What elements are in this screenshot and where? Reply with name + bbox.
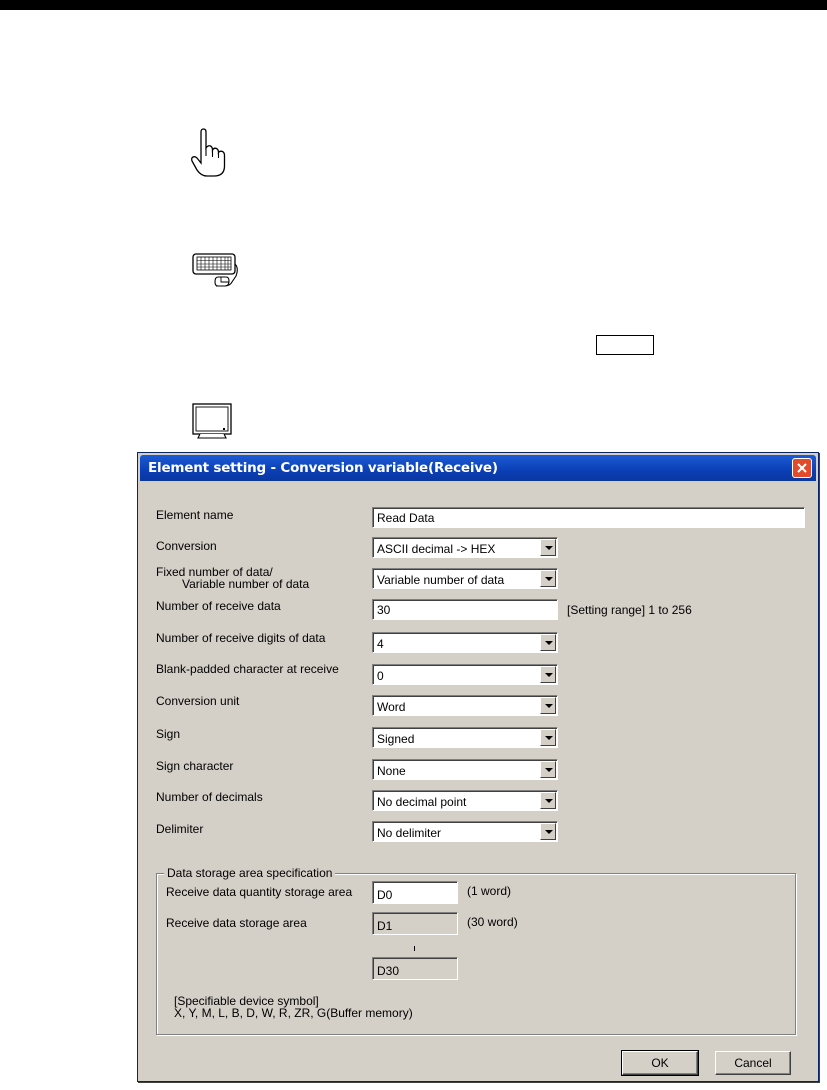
sign-character-value: None: [377, 764, 406, 778]
chevron-down-icon[interactable]: [540, 761, 556, 778]
page-top-bar: [0, 0, 827, 10]
receive-digits-label: Number of receive digits of data: [156, 631, 326, 645]
fixed-variable-label: [156, 566, 309, 590]
conversion-unit-value: Word: [377, 700, 406, 714]
sign-character-select[interactable]: [372, 759, 558, 780]
sign-value: Signed: [377, 732, 415, 746]
conversion-unit-select[interactable]: [372, 695, 558, 716]
dialog-title: Element setting - Conversion variable(Receive): [148, 460, 498, 476]
number-of-decimals-value: No decimal point: [377, 795, 467, 809]
device-symbol-list: X, Y, M, L, B, D, W, R, ZR, G(Buffer memory): [174, 1006, 413, 1020]
key-frame-box: [596, 335, 654, 355]
monitor-icon: [192, 403, 234, 441]
number-of-receive-data-input[interactable]: 30: [372, 599, 558, 620]
cancel-button[interactable]: Cancel: [715, 1051, 791, 1075]
conversion-value: ASCII decimal -> HEX: [377, 542, 496, 556]
sign-label: Sign: [156, 727, 181, 741]
conversion-select[interactable]: [372, 537, 558, 558]
receive-digits-value: 4: [377, 637, 384, 651]
fixed-variable-select[interactable]: [372, 568, 558, 589]
delimiter-label: Delimiter: [156, 822, 204, 836]
data-storage-group-title: Data storage area specification: [164, 866, 335, 880]
data-storage-area-note: (30 word): [467, 915, 518, 929]
conversion-unit-label: Conversion unit: [156, 694, 240, 708]
chevron-down-icon[interactable]: [540, 823, 556, 840]
data-storage-start: D1: [372, 912, 458, 935]
fixed-variable-label-line2: Variable number of data: [182, 577, 310, 591]
element-setting-dialog: [137, 452, 819, 1082]
chevron-down-icon[interactable]: [540, 539, 556, 556]
pointing-hand-icon: [190, 128, 232, 180]
delimiter-select[interactable]: [372, 821, 558, 842]
blank-padded-label: Blank-padded character at receive: [156, 662, 339, 676]
range-tick: [414, 946, 415, 951]
sign-character-label: Sign character: [156, 759, 234, 773]
close-icon: [796, 462, 808, 474]
close-button[interactable]: [792, 458, 812, 478]
blank-padded-select[interactable]: [372, 664, 558, 685]
element-name-input[interactable]: Read Data: [372, 507, 805, 528]
element-name-label: Element name: [156, 508, 234, 522]
quantity-storage-input[interactable]: D0: [372, 881, 458, 904]
delimiter-value: No delimiter: [377, 826, 442, 840]
data-storage-area-label: Receive data storage area: [166, 916, 307, 930]
chevron-down-icon[interactable]: [540, 570, 556, 587]
quantity-storage-note: (1 word): [467, 884, 512, 898]
chevron-down-icon[interactable]: [540, 634, 556, 651]
chevron-down-icon[interactable]: [540, 729, 556, 746]
setting-range-note: [Setting range] 1 to 256: [567, 603, 692, 617]
keyboard-icon: [192, 252, 240, 290]
fixed-variable-label-line1: Fixed number of data/: [156, 565, 273, 579]
number-of-receive-data-label: Number of receive data: [156, 599, 281, 613]
dialog-title-bar[interactable]: [140, 455, 816, 481]
chevron-down-icon[interactable]: [540, 792, 556, 809]
device-symbol-title: [Specifiable device symbol]: [174, 994, 319, 1008]
chevron-down-icon[interactable]: [540, 666, 556, 683]
data-storage-end: D30: [372, 957, 458, 980]
device-symbol-note: [174, 995, 413, 1019]
ok-button[interactable]: OK: [622, 1051, 698, 1075]
receive-digits-select[interactable]: [372, 632, 558, 653]
number-of-decimals-select[interactable]: [372, 790, 558, 811]
quantity-storage-label: Receive data quantity storage area: [166, 885, 353, 899]
sign-select[interactable]: [372, 727, 558, 748]
fixed-variable-value: Variable number of data: [377, 573, 505, 587]
number-of-decimals-label: Number of decimals: [156, 790, 263, 804]
chevron-down-icon[interactable]: [540, 697, 556, 714]
blank-padded-value: 0: [377, 669, 384, 683]
conversion-label: Conversion: [156, 539, 217, 553]
